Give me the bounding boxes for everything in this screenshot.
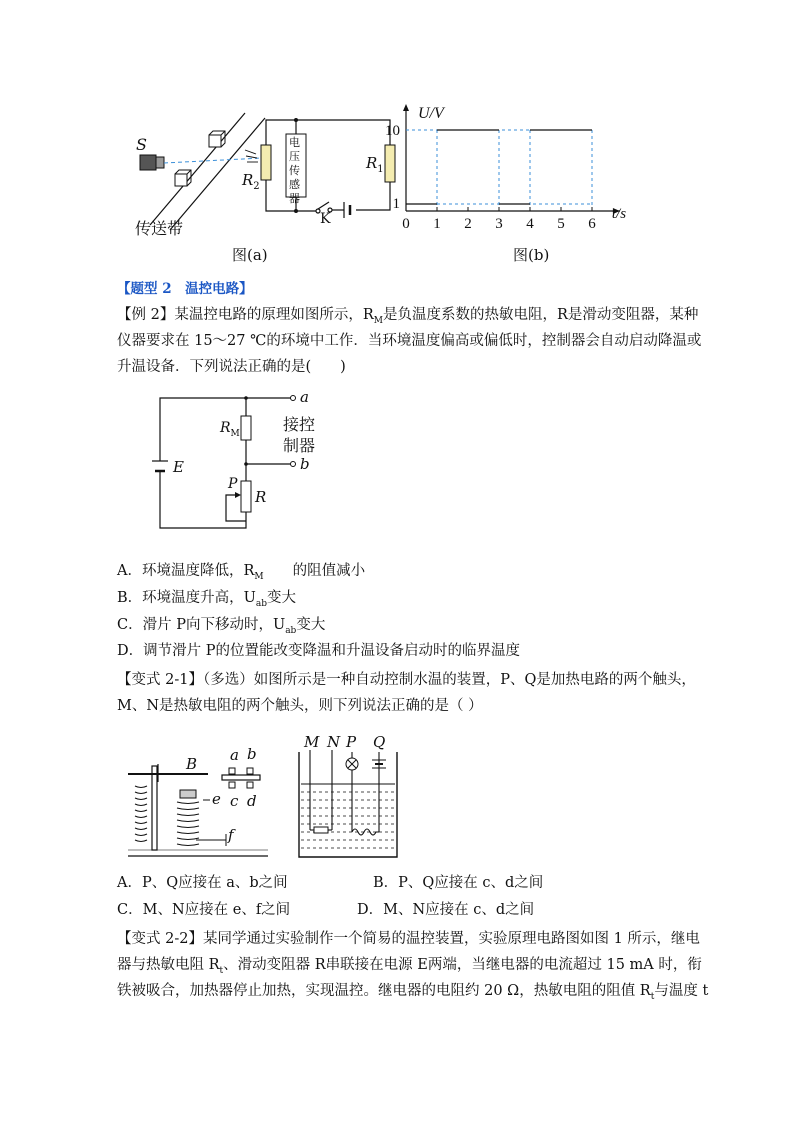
controller-label-1: 接控 — [283, 415, 316, 434]
terminal-b — [291, 462, 296, 467]
option2-a[interactable]: A．环境温度降低，$R_M$ 的阻值减小 — [117, 563, 366, 582]
tank-m-label: M — [304, 733, 320, 751]
terminal-b-label: b — [300, 455, 310, 473]
slider-p-arrow — [235, 492, 241, 498]
k-label: K — [320, 211, 331, 227]
y-tick-1: 1 — [392, 196, 400, 212]
option21-a[interactable]: A．P、Q应接在 a、b之间 — [117, 875, 288, 891]
y-axis-arrow — [403, 104, 409, 111]
x-tick-6: 6 — [588, 216, 596, 232]
relay-f-label: f — [228, 826, 234, 844]
voltage-sensor-label: 电压传感器 — [289, 136, 300, 205]
topic2-heading: 【题型 2 温控电路】 — [117, 281, 253, 297]
relay-d-label: d — [247, 792, 257, 810]
x-tick-3: 3 — [495, 216, 503, 232]
relay-a-label: a — [230, 746, 239, 764]
option2-b[interactable]: B．环境温度升高，$U_{ab}$变大 — [117, 590, 297, 609]
controller-label-2: 制器 — [283, 436, 316, 455]
light-source-icon — [140, 155, 164, 170]
y-tick-10: 10 — [385, 123, 400, 139]
variant22-line3: 铁被吸合，加热器停止加热，实现温控。继电器的电阻约 20 Ω，热敏电阻的阻值 $R_t$与温度 t — [117, 983, 709, 1002]
x-tick-0: 0 — [402, 216, 410, 232]
y-axis-label: U/V — [418, 105, 444, 122]
r2-label: $R_2$ — [242, 171, 260, 192]
option21-b[interactable]: B．P、Q应接在 c、d之间 — [373, 875, 544, 891]
thermistor — [314, 827, 328, 833]
figure-a-caption: 图(a) — [232, 246, 268, 264]
example2-line3: 升温设备．下列说法正确的是( ) — [117, 359, 346, 375]
tank-n-label: N — [327, 733, 341, 751]
battery-icon — [344, 202, 350, 218]
relay-b2-label: b — [247, 745, 257, 763]
terminal-a-label: a — [300, 388, 309, 406]
belt-line-1 — [150, 113, 245, 225]
r1-label: $R_1$ — [366, 154, 384, 175]
water-area — [300, 783, 396, 856]
terminal-a — [291, 396, 296, 401]
x-tick-4: 4 — [526, 216, 534, 232]
relay-e-label: e — [212, 790, 221, 808]
variant21-line1: 【变式 2-1】（多选）如图所示是一种自动控制水温的装置，P、Q是加热电路的两个触头， — [117, 672, 696, 688]
battery-e-icon — [152, 461, 168, 471]
p-label: P — [228, 476, 238, 492]
e-label: E — [173, 458, 184, 476]
rm-label: $R_M$ — [220, 420, 240, 439]
r-rheostat — [241, 481, 251, 512]
option21-d[interactable]: D．M、N应接在 c、d之间 — [357, 902, 535, 918]
s-label: S — [136, 135, 147, 154]
r1-resistor — [385, 145, 395, 182]
tank-q-label: Q — [373, 733, 386, 751]
example2-line2: 仪器要求在 15～27 ℃的环境中工作．当环境温度偏高或偏低时，控制器会自动启动降温或 — [117, 333, 702, 349]
lamp-icon — [346, 758, 358, 770]
option21-c[interactable]: C．M、N应接在 e、f之间 — [117, 902, 291, 918]
variant22-line1: 【变式 2-2】某同学通过实验制作一个简易的温控装置，实验原理电路图如图 1 所示，继电 — [117, 931, 700, 947]
r2-resistor — [261, 145, 271, 180]
spring-icon — [135, 786, 147, 842]
light-rays — [245, 150, 258, 162]
x-tick-5: 5 — [557, 216, 565, 232]
r-label: R — [255, 488, 267, 506]
example2-line1: 【例 2】某温控电路的原理如图所示，$R_M$是负温度系数的热敏电阻，R是滑动变阻器，某种 — [117, 307, 699, 326]
figure-b-caption: 图(b) — [513, 246, 550, 264]
x-tick-2: 2 — [464, 216, 472, 232]
variant22-line2: 器与热敏电阻 $R_t$、滑动变阻器 R串联接在电源 E两端，当继电器的电流超过 15 mA 时，衔 — [117, 957, 702, 976]
relay-b-label: B — [186, 755, 198, 773]
figure-b-chart — [385, 100, 695, 240]
belt-label: 传送带 — [135, 219, 184, 238]
x-tick-1: 1 — [433, 216, 441, 232]
option2-c[interactable]: C．滑片 P向下移动时，$U_{ab}$变大 — [117, 617, 326, 636]
water-tank-diagram — [293, 733, 403, 863]
rm-resistor — [241, 416, 251, 440]
relay-c-label: c — [230, 792, 239, 810]
variant21-line2: M、N是热敏电阻的两个触头，则下列说法正确的是（ ） — [117, 698, 483, 714]
belt-cube-lower — [175, 170, 191, 186]
x-axis-label: t/s — [611, 206, 627, 222]
tank-p-label: P — [346, 733, 357, 751]
option2-d[interactable]: D．调节滑片 P的位置能改变降温和升温设备启动时的临界温度 — [117, 643, 520, 659]
